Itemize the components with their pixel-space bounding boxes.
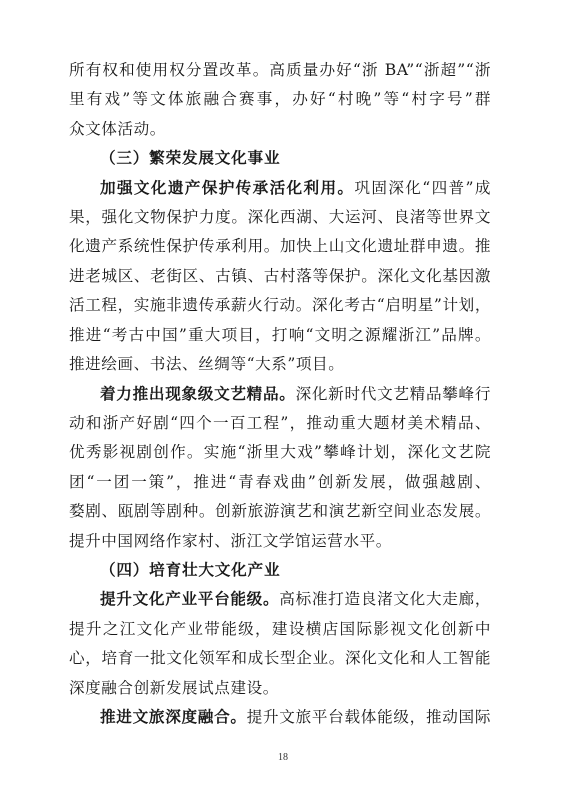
paragraph-line: 提升之江文化产业带能级，建设横店国际影视文化创新中 [69,620,491,638]
paragraph-lead: 加强文化遗产保护传承活化利用。 [100,178,355,197]
paragraph-line: 深度融合创新发展试点建设。 [69,679,279,697]
paragraph-lead: 提升文化产业平台能级。 [100,589,280,608]
paragraph-line: 进老城区、老街区、古镇、古村落等保护。深化文化基因激 [69,267,491,285]
paragraph-lead: 着力推出现象级文艺精品。 [100,384,296,403]
paragraph-line: 婺剧、瓯剧等剧种。创新旅游演艺和演艺新空间业态发展。 [69,502,491,520]
paragraph-line: 动和浙产好剧“四个一百工程”，推动重大题材美术精品、 [69,414,491,432]
paragraph-line: 果，强化文物保护力度。深化西湖、大运河、良渚等世界文 [69,208,491,226]
section-heading: （三）繁荣发展文化事业 [100,148,281,167]
paragraph-line: 优秀影视剧创作。实施“浙里大戏”攀峰计划，深化文艺院 [69,443,491,461]
paragraph-line: 里有戏”等文体旅融合赛事，办好“村晚”等“村字号”群 [69,90,491,108]
paragraph-line: 众文体活动。 [69,120,166,138]
paragraph-line: 着力推出现象级文艺精品。深化新时代文艺精品攀峰行 [100,384,491,403]
paragraph-line: 推进“考古中国”重大项目，打响“文明之源耀浙江”品牌。 [69,326,491,344]
paragraph-line: 推进文旅深度融合。提升文旅平台载体能级，推动国际 [100,707,491,726]
page-number: 18 [278,752,288,763]
paragraph-line: 心，培育一批文化领军和成长型企业。深化文化和人工智能 [69,649,491,667]
paragraph-line: 提升中国网络作家村、浙江文学馆运营水平。 [69,532,392,550]
paragraph-line: 提升文化产业平台能级。高标准打造良渚文化大走廊， [100,589,491,608]
paragraph-line: 团“一团一策”，推进“青春戏曲”创新发展，做强越剧、 [69,473,491,491]
paragraph-line: 推进绘画、书法、丝绸等“大系”项目。 [69,355,345,373]
paragraph-line: 所有权和使用权分置改革。高质量办好“浙 BA”“浙超”“浙 [69,61,491,79]
section-heading: （四）培育壮大文化产业 [100,560,281,579]
paragraph-line: 加强文化遗产保护传承活化利用。巩固深化“四普”成 [100,178,491,197]
paragraph-line: 化遗产系统性保护传承利用。加快上山文化遗址群申遗。推 [69,237,491,255]
paragraph-line: 活工程，实施非遗传承薪火行动。深化考古“启明星”计划， [69,296,491,314]
paragraph-lead: 推进文旅深度融合。 [100,707,247,726]
